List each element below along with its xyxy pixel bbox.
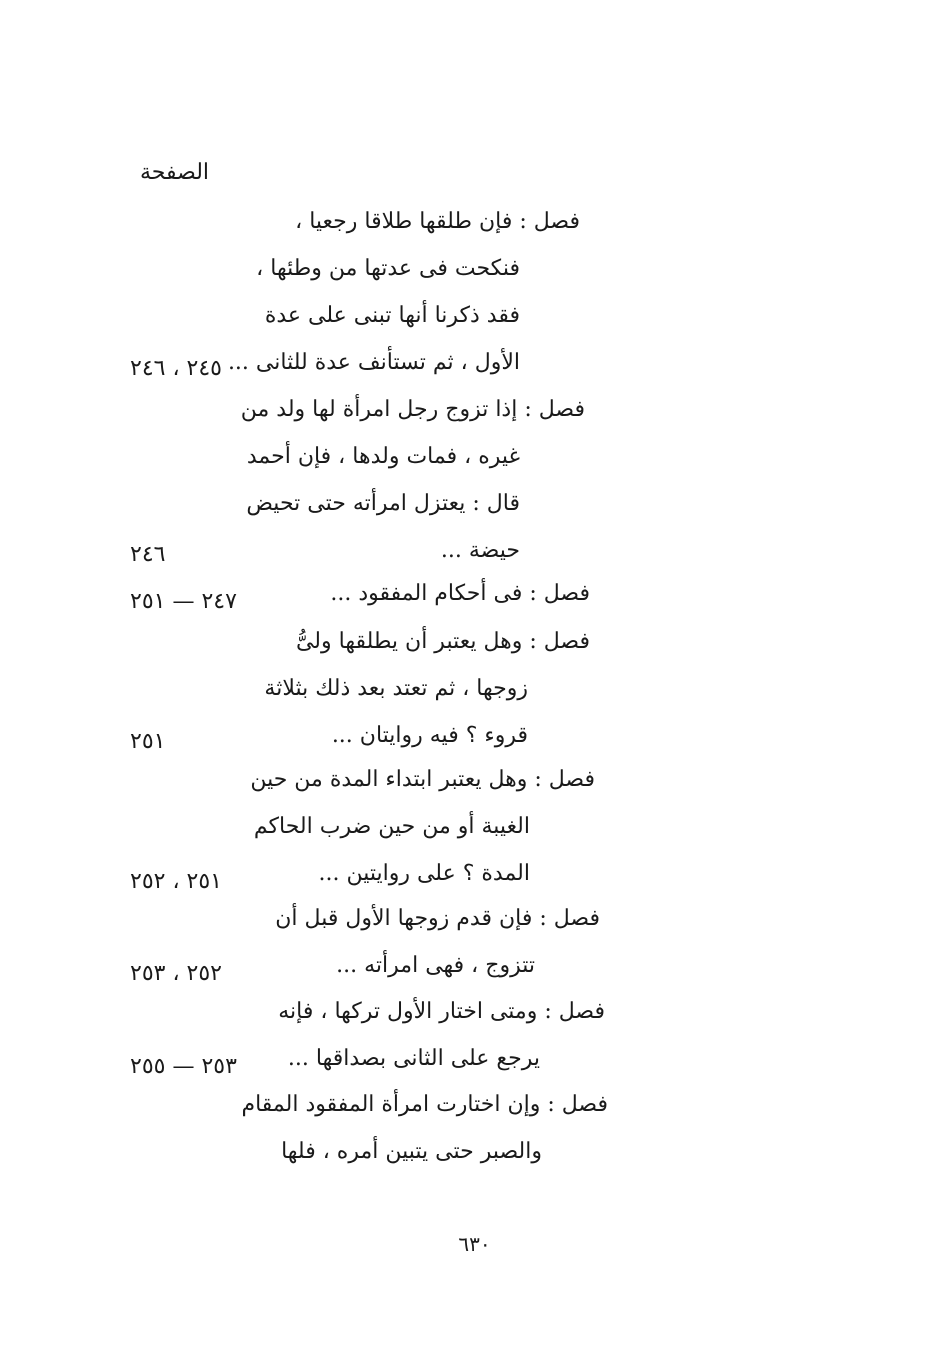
- entry-line: [270, 1039, 540, 1079]
- page-number: ٦٣٠: [458, 1232, 491, 1256]
- entry-page-numbers: ٢٥٣ — ٢٥٥: [130, 1054, 237, 1079]
- entry-line: [270, 574, 590, 614]
- entry-line: [270, 854, 530, 894]
- entry-line: [250, 760, 595, 800]
- entry-page-numbers: ٢٥١: [130, 729, 166, 754]
- entry-text: فصل : وهل يعتبر ابتداء المدة من حين: [250, 767, 595, 792]
- entry-text: فصل : وإن اختارت امرأة المفقود المقام: [241, 1092, 608, 1117]
- entry-text: قال : يعتزل امرأته حتى تحيض: [246, 491, 520, 516]
- entry-line: [264, 296, 520, 336]
- entry-page-numbers: ٢٥٢ ، ٢٥٣: [130, 961, 222, 986]
- entry-page-numbers: ٢٤٥ ، ٢٤٦: [130, 356, 222, 381]
- entry-text: والصبر حتى يتبين أمره ، فلها: [281, 1139, 542, 1164]
- entry-line: [246, 437, 520, 477]
- entry-text: حيضة ...: [440, 538, 520, 563]
- entry-text: المدة ؟ على روايتين ...: [318, 861, 530, 886]
- entry-text: غيره ، فمات ولدها ، فإن أحمد: [246, 444, 520, 469]
- entry-page-numbers: ٢٤٧ — ٢٥١: [130, 589, 237, 614]
- entry-text: فصل : وهل يعتبر أن يطلقها ولىُّ: [295, 629, 590, 654]
- entry-text: فقد ذكرنا أنها تبنى على عدة: [264, 303, 520, 328]
- entry-line: [270, 899, 600, 939]
- entry-text: يرجع على الثانى بصداقها ...: [287, 1046, 540, 1071]
- entry-line: [256, 249, 520, 289]
- entry-text: قروء ؟ فيه روايتان ...: [331, 723, 528, 748]
- entry-text: الأول ، ثم تستأنف عدة للثانى ...: [227, 350, 520, 375]
- entry-line: [270, 531, 520, 571]
- entry-line: [227, 343, 520, 383]
- page-column-header: الصفحة: [140, 160, 210, 185]
- entry-line: [253, 807, 530, 847]
- entry-page-numbers: ٢٥١ ، ٢٥٢: [130, 869, 222, 894]
- entry-text: فصل : ومتى اختار الأول تركها ، فإنه: [278, 999, 605, 1024]
- entry-text: فصل : فإن طلقها طلاقا رجعيا ،: [295, 209, 580, 234]
- entry-text: زوجها ، ثم تعتد بعد ذلك بثلاثة: [264, 676, 528, 701]
- entry-line: [241, 1085, 608, 1125]
- entry-line: [270, 1132, 542, 1172]
- entry-text: فصل : إذا تزوج رجل امرأة لها ولد من: [240, 397, 585, 422]
- entry-line: [270, 946, 535, 986]
- entry-line: [270, 622, 590, 662]
- entry-text: الغيبة أو من حين ضرب الحاكم: [253, 814, 530, 839]
- entry-text: فنكحت فى عدتها من وطئها ،: [256, 256, 520, 281]
- entry-line: [270, 202, 580, 242]
- entry-text: فصل : فإن قدم زوجها الأول قبل أن: [275, 906, 600, 931]
- entry-page-numbers: ٢٤٦: [130, 542, 166, 567]
- entry-text: فصل : فى أحكام المفقود ...: [330, 581, 590, 606]
- entry-line: [270, 992, 605, 1032]
- entry-line: [240, 390, 585, 430]
- entry-line: [270, 716, 528, 756]
- entry-line: [246, 484, 520, 524]
- entry-line: [264, 669, 528, 709]
- entry-text: تتزوج ، فهى امرأته ...: [336, 953, 535, 978]
